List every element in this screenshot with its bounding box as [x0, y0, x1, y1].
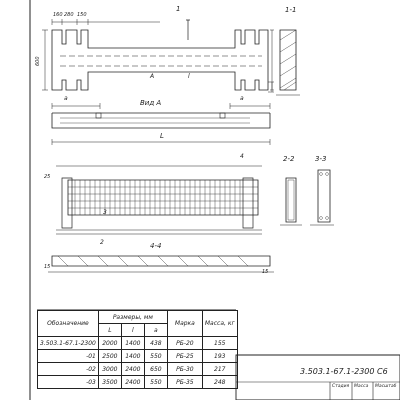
table-row: 3.503.1-67.1-2300 2000 1400 438 РБ-20 155: [38, 337, 238, 350]
header-L: L: [98, 324, 121, 337]
section-label-1-1: 1-1: [285, 6, 297, 14]
plan-view: [42, 19, 274, 92]
marker-l-lower: l: [188, 73, 190, 80]
header-mass: Масса, кг: [202, 311, 237, 337]
stamp-stage: Стадия: [332, 384, 350, 389]
marker-a-left: а: [64, 95, 68, 102]
section-4-4: [48, 256, 274, 272]
dim-top-3: 150: [77, 12, 87, 18]
section-label-3-3: 3-3: [315, 155, 327, 163]
section-1-1: [270, 30, 300, 95]
section-mark-4: 4: [240, 153, 244, 160]
marker-l-upper: L: [160, 132, 164, 140]
marker-a-upper: А: [150, 73, 155, 80]
table-row: -02 3000 2400 650 РБ-30 217: [38, 363, 238, 376]
section-2-2: [280, 178, 302, 225]
section-mark-1: 1: [176, 5, 181, 13]
stamp-scale: Масштаб: [375, 384, 397, 389]
sheet-code: 3.503.1-67.1-2300 С6: [300, 367, 388, 376]
section-label-2-2: 2-2: [283, 155, 295, 163]
header-a: a: [144, 324, 167, 337]
section-3-3: [310, 170, 334, 225]
stamp-mass: Масса: [354, 384, 369, 389]
header-l: l: [121, 324, 144, 337]
section-label-4-4: 4-4: [150, 242, 162, 250]
header-sizes: Размеры, мм: [98, 311, 167, 324]
header-mark: Марка: [167, 311, 202, 337]
marker-a-right: а: [240, 95, 244, 102]
dim-top-1: 160: [53, 12, 63, 18]
reinforcement-cage: [56, 166, 262, 234]
rebar-mark-2: 2: [100, 239, 104, 246]
header-designation: Обозначение: [38, 311, 99, 337]
bar-15-left: 15: [44, 264, 51, 270]
bar-25: 25: [44, 174, 51, 180]
table-row: -03 3500 2400 550 РБ-35 248: [38, 376, 238, 389]
bar-15-right: 15: [262, 269, 269, 275]
dim-side-600: 600: [35, 56, 41, 66]
specification-table: [37, 310, 238, 389]
rebar-mark-3: 3: [103, 209, 107, 216]
title-block: [236, 355, 400, 400]
table-row: -01 2500 1400 550 РБ-25 193: [38, 350, 238, 363]
view-a-label: Вид А: [140, 99, 162, 107]
dim-top-2: 280: [64, 12, 74, 18]
